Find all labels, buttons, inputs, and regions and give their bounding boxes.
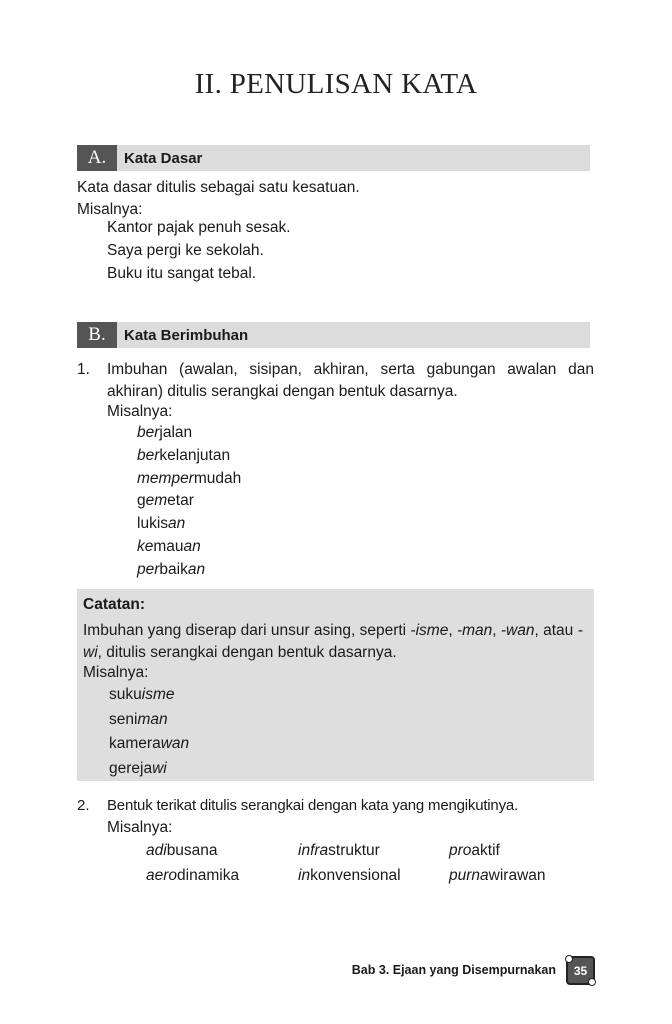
- example-word: [137, 468, 241, 491]
- italic-affix: memper: [137, 469, 194, 487]
- example-word: [137, 445, 241, 468]
- italic-affix: per: [137, 560, 160, 578]
- item-2-example-label: Misalnya:: [107, 819, 173, 836]
- italic-affix: an: [187, 560, 206, 578]
- base-text: ,: [448, 622, 457, 639]
- example-word: [109, 684, 189, 709]
- italic-affix: aero: [146, 867, 178, 884]
- base-text: , ditulis serangkai dengan bentuk dasarnya.: [97, 644, 397, 661]
- base-text: gereja: [109, 759, 153, 777]
- italic-affix: -wi: [83, 622, 583, 661]
- italic-affix: an: [183, 537, 201, 555]
- italic-affix: ke: [137, 537, 154, 555]
- italic-affix: adi: [146, 842, 167, 859]
- section-b-title: Kata Berimbuhan: [124, 326, 249, 344]
- example-word: [109, 733, 189, 758]
- italic-affix: -isme: [410, 622, 449, 639]
- italic-affix: wan: [160, 735, 190, 752]
- italic-affix: pro: [449, 842, 472, 859]
- section-a-intro: Kata dasar ditulis sebagai satu kesatuan.: [77, 179, 360, 196]
- base-text: jalan: [159, 424, 193, 441]
- base-text: g: [137, 492, 146, 510]
- example-word: [109, 758, 189, 783]
- example-word: [449, 842, 500, 860]
- base-text: dinamika: [177, 867, 240, 884]
- base-text: konvensional: [310, 867, 401, 884]
- example-sentence: Buku itu sangat tebal.: [107, 265, 257, 282]
- base-text: kelanjutan: [159, 446, 231, 464]
- base-text: kamera: [109, 735, 161, 752]
- italic-affix: purna: [449, 867, 489, 884]
- base-text: suku: [109, 686, 142, 703]
- italic-affix: ber: [137, 424, 160, 441]
- example-word: [137, 536, 241, 559]
- example-sentence: Kantor pajak penuh sesak.: [107, 219, 291, 236]
- section-a-examples: [107, 217, 291, 286]
- example-word: [298, 842, 380, 860]
- section-a-header: [77, 145, 590, 171]
- page-number: 35: [573, 963, 588, 978]
- base-text: busana: [166, 842, 218, 859]
- page-number-badge: [566, 956, 595, 985]
- section-b-header: [77, 322, 590, 348]
- note-example-label: Misalnya:: [83, 664, 149, 681]
- example-word: [109, 709, 189, 734]
- example-word: [146, 842, 218, 860]
- item-1-examples: [137, 422, 241, 582]
- base-text: aktif: [471, 842, 500, 859]
- base-text: struktur: [328, 842, 380, 859]
- note-heading: Catatan:: [83, 596, 146, 613]
- base-text: ,: [492, 622, 501, 639]
- example-word: [137, 513, 241, 536]
- item-2-number: 2.: [77, 797, 90, 814]
- item-1-number: 1.: [77, 361, 90, 378]
- base-text: etar: [167, 492, 194, 510]
- item-1-example-label: Misalnya:: [107, 403, 173, 420]
- example-word: [137, 490, 241, 513]
- item-2-text: Bentuk terikat ditulis serangkai dengan kata yang mengikutinya.: [107, 797, 518, 814]
- badge-corner-dot: [565, 955, 573, 963]
- italic-affix: -man: [456, 622, 493, 639]
- note-examples: [109, 684, 189, 782]
- base-text: Imbuhan yang diserap dari unsur asing, seperti: [83, 622, 411, 639]
- base-text: seni: [109, 710, 138, 728]
- example-word: [449, 867, 546, 885]
- section-a-example-label: Misalnya:: [77, 201, 143, 218]
- italic-affix: an: [168, 515, 186, 533]
- base-text: wirawan: [488, 867, 546, 884]
- italic-affix: in: [298, 867, 311, 884]
- footer-chapter: Bab 3. Ejaan yang Disempurnakan: [351, 963, 556, 977]
- italic-affix: infra: [298, 842, 329, 859]
- italic-affix: isme: [141, 686, 175, 703]
- base-text: , atau: [534, 622, 578, 639]
- example-word: [137, 422, 241, 445]
- note-text: [83, 620, 589, 664]
- section-a-letter: A.: [77, 145, 117, 171]
- italic-affix: em: [145, 492, 168, 510]
- base-text: mau: [153, 537, 184, 555]
- example-word: [298, 867, 401, 885]
- italic-affix: ber: [137, 446, 160, 464]
- page-title: II. PENULISAN KATA: [194, 68, 478, 100]
- example-word: [146, 867, 239, 885]
- section-a-title: Kata Dasar: [124, 149, 203, 167]
- italic-affix: -wan: [500, 622, 535, 639]
- badge-corner-dot: [588, 978, 596, 986]
- base-text: lukis: [137, 515, 169, 533]
- base-text: mudah: [193, 469, 242, 487]
- example-sentence: Saya pergi ke sekolah.: [107, 242, 264, 259]
- example-word: [137, 559, 241, 582]
- italic-affix: man: [137, 710, 168, 728]
- section-b-letter: B.: [77, 322, 117, 348]
- base-text: baik: [159, 560, 188, 578]
- italic-affix: wi: [152, 759, 167, 777]
- item-1-text: Imbuhan (awalan, sisipan, akhiran, serta gabungan awalan dan akhiran) ditulis serangkai dengan bentuk dasarnya.: [107, 361, 594, 400]
